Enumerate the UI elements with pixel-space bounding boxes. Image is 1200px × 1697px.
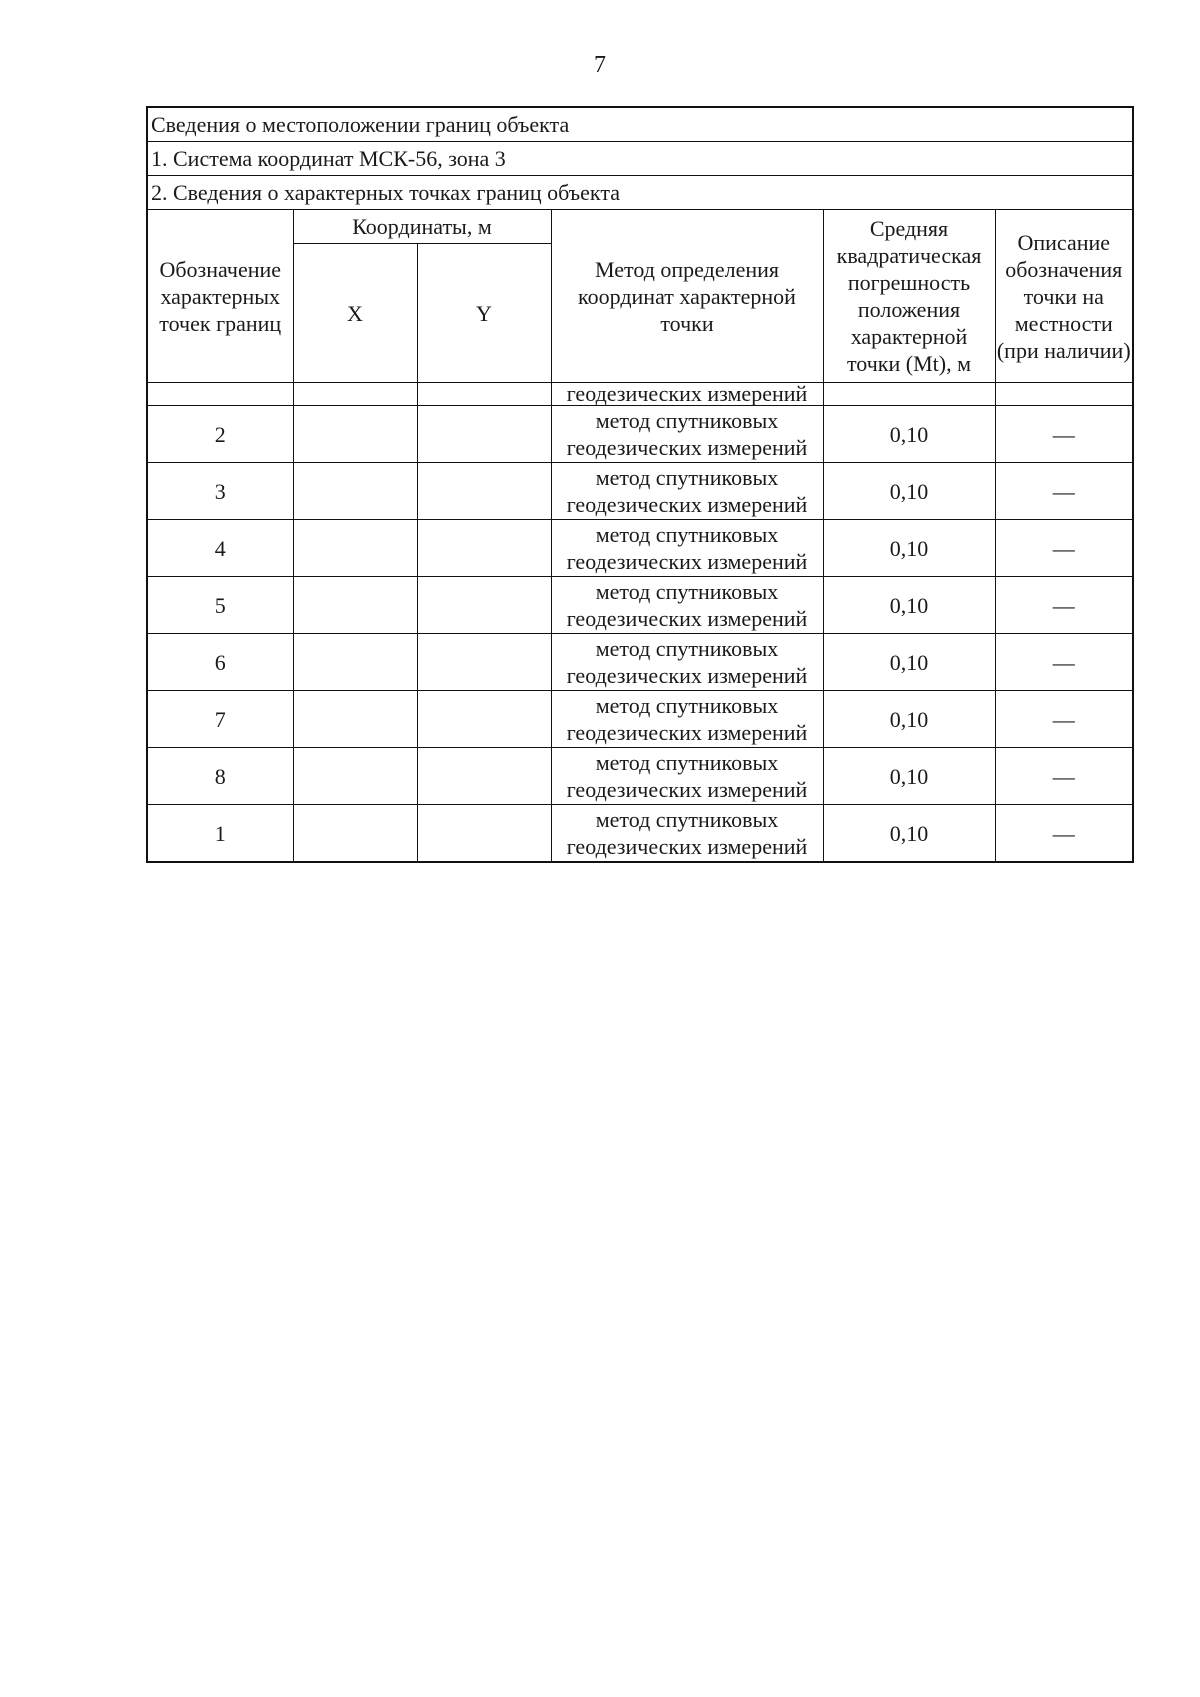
cell-point: 6 [147, 634, 293, 691]
points-heading: 2. Сведения о характерных точках границ объекта [147, 176, 1133, 210]
cell-y [417, 634, 551, 691]
cell-y [417, 805, 551, 863]
cell-y [417, 577, 551, 634]
cell-method: метод спутниковых геодезических измерений [551, 748, 823, 805]
header-x: X [293, 244, 417, 383]
cell-mt: 0,10 [823, 748, 995, 805]
cell-method: метод спутниковых геодезических измерений [551, 805, 823, 863]
continuation-description [995, 383, 1133, 406]
cell-x [293, 577, 417, 634]
continuation-method: геодезических измерений [551, 383, 823, 406]
coord-system: 1. Система координат МСК-56, зона 3 [147, 142, 1133, 176]
table-row [147, 577, 1133, 634]
header-coordinates: Координаты, м [293, 210, 551, 244]
cell-description: — [995, 805, 1133, 863]
cell-point: 2 [147, 406, 293, 463]
section-title: Сведения о местоположении границ объекта [147, 107, 1133, 142]
continuation-y [417, 383, 551, 406]
cell-mt: 0,10 [823, 520, 995, 577]
table-row [147, 520, 1133, 577]
cell-x [293, 634, 417, 691]
cell-method: метод спутниковых геодезических измерений [551, 691, 823, 748]
cell-mt: 0,10 [823, 691, 995, 748]
cell-point: 3 [147, 463, 293, 520]
cell-point: 8 [147, 748, 293, 805]
continuation-point [147, 383, 293, 406]
cell-y [417, 406, 551, 463]
header-description: Описание обозначения точки на местности (при наличии) [995, 210, 1133, 383]
cell-point: 4 [147, 520, 293, 577]
cell-x [293, 691, 417, 748]
page-number: 7 [594, 52, 606, 78]
cell-mt: 0,10 [823, 634, 995, 691]
cell-y [417, 691, 551, 748]
cell-method: метод спутниковых геодезических измерений [551, 577, 823, 634]
boundary-points-table [146, 106, 1134, 863]
cell-description: — [995, 577, 1133, 634]
cell-description: — [995, 634, 1133, 691]
header-mt: Средняя квадратическая погрешность положения характерной точки (Mt), м [823, 210, 995, 383]
cell-x [293, 805, 417, 863]
continuation-x [293, 383, 417, 406]
cell-mt: 0,10 [823, 406, 995, 463]
cell-x [293, 748, 417, 805]
header-point: Обозначение характерных точек границ [147, 210, 293, 383]
cell-x [293, 406, 417, 463]
cell-y [417, 520, 551, 577]
continuation-mt [823, 383, 995, 406]
cell-x [293, 463, 417, 520]
cell-y [417, 748, 551, 805]
header-y: Y [417, 244, 551, 383]
cell-description: — [995, 748, 1133, 805]
cell-method: метод спутниковых геодезических измерений [551, 463, 823, 520]
header-method: Метод определения координат характерной точки [551, 210, 823, 383]
cell-description: — [995, 520, 1133, 577]
table-row [147, 691, 1133, 748]
cell-y [417, 463, 551, 520]
cell-description: — [995, 463, 1133, 520]
cell-x [293, 520, 417, 577]
cell-method: метод спутниковых геодезических измерений [551, 406, 823, 463]
section-title-row [147, 107, 1133, 142]
table-row [147, 634, 1133, 691]
points-heading-row [147, 176, 1133, 210]
cell-method: метод спутниковых геодезических измерений [551, 520, 823, 577]
continuation-row [147, 383, 1133, 406]
cell-mt: 0,10 [823, 805, 995, 863]
cell-point: 1 [147, 805, 293, 863]
header-row-1 [147, 210, 1133, 244]
cell-mt: 0,10 [823, 463, 995, 520]
cell-mt: 0,10 [823, 577, 995, 634]
cell-method: метод спутниковых геодезических измерений [551, 634, 823, 691]
coord-system-row [147, 142, 1133, 176]
table-row [147, 805, 1133, 863]
table-row [147, 406, 1133, 463]
cell-description: — [995, 691, 1133, 748]
table-row [147, 463, 1133, 520]
cell-point: 7 [147, 691, 293, 748]
cell-description: — [995, 406, 1133, 463]
table-row [147, 748, 1133, 805]
cell-point: 5 [147, 577, 293, 634]
